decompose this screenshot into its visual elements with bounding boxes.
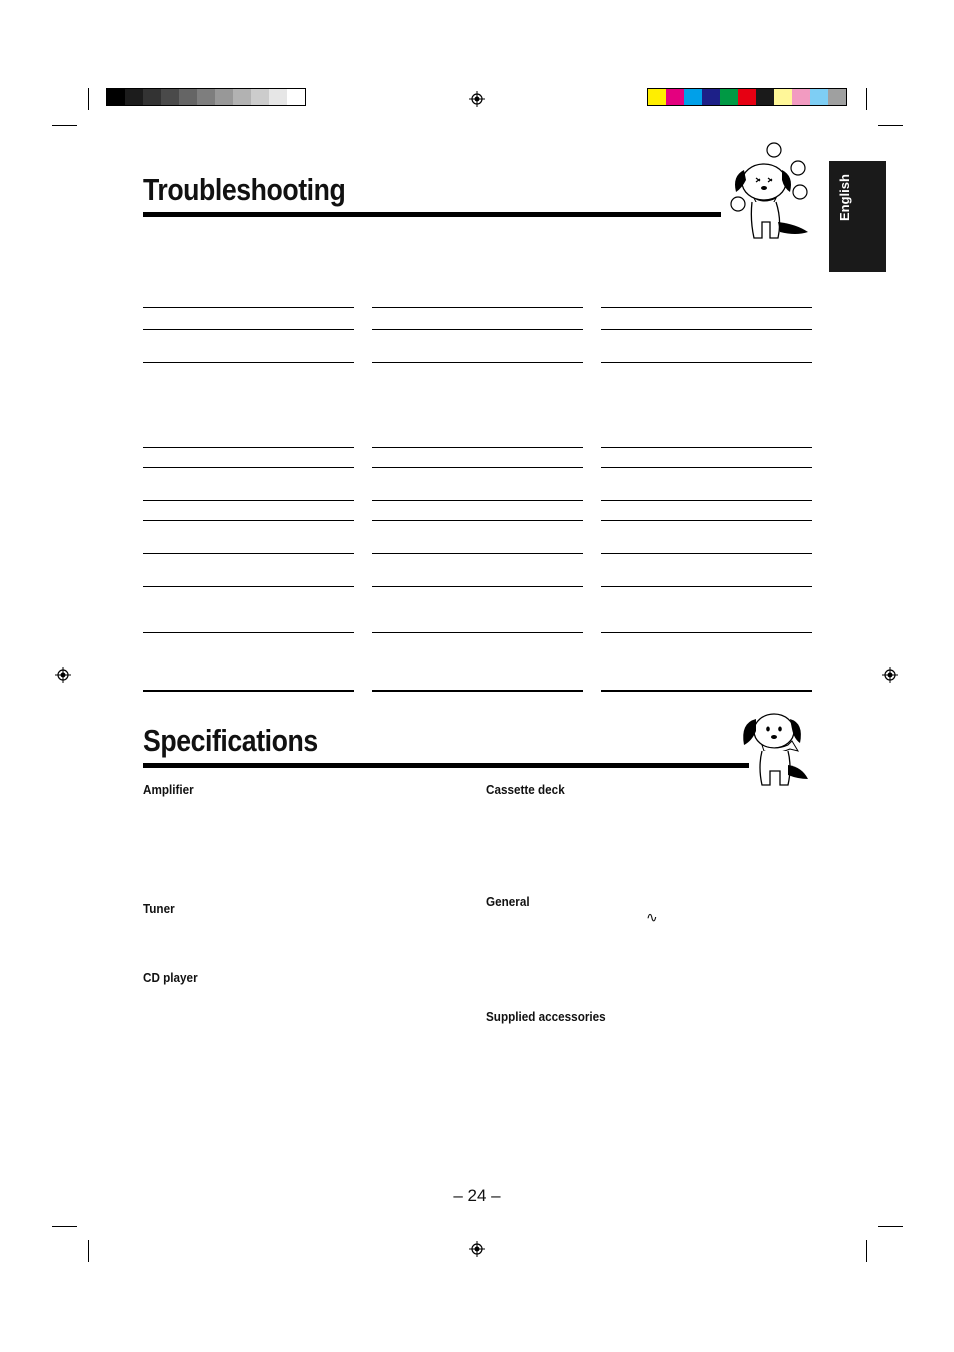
spec-heading-supplied-accessories: Supplied accessories (486, 1009, 606, 1024)
calibration-swatch (197, 89, 215, 105)
crop-mark (88, 88, 89, 110)
calibration-swatch (702, 89, 720, 105)
table-rule (601, 467, 812, 468)
table-rule (601, 690, 812, 692)
calibration-swatch (648, 89, 666, 105)
calibration-swatch (251, 89, 269, 105)
registration-mark-icon (469, 1241, 485, 1257)
table-rule (372, 307, 583, 308)
table-rule (601, 553, 812, 554)
table-rule (372, 500, 583, 501)
table-rule (143, 307, 354, 308)
table-rule (372, 553, 583, 554)
table-rule (143, 520, 354, 521)
table-rule (601, 586, 812, 587)
table-rule (143, 467, 354, 468)
crop-mark (878, 1226, 903, 1227)
ac-symbol: ∿ (646, 910, 658, 926)
calibration-swatch (107, 89, 125, 105)
table-rule (372, 447, 583, 448)
crop-mark (88, 1240, 89, 1262)
table-rule (372, 329, 583, 330)
troubleshooting-rule (143, 212, 721, 217)
page-number: – 24 – (453, 1186, 501, 1205)
table-rule (372, 690, 583, 692)
confused-dog-illustration (726, 140, 812, 242)
sitting-dog-illustration (738, 705, 814, 787)
spec-heading-cassette-deck: Cassette deck (486, 782, 565, 797)
calibration-swatch (215, 89, 233, 105)
crop-mark (52, 125, 77, 126)
registration-mark-icon (469, 91, 485, 107)
table-rule (601, 447, 812, 448)
specifications-rule (143, 763, 749, 768)
language-tab (829, 161, 886, 272)
calibration-swatch (233, 89, 251, 105)
calibration-swatch (125, 89, 143, 105)
spec-heading-amplifier: Amplifier (143, 782, 194, 797)
crop-mark (866, 1240, 867, 1262)
table-rule (143, 632, 354, 633)
table-rule (143, 329, 354, 330)
grayscale-calibration-bar (106, 88, 306, 106)
registration-mark-icon (55, 667, 71, 683)
calibration-swatch (287, 89, 305, 105)
color-calibration-bar (647, 88, 847, 106)
table-rule (143, 690, 354, 692)
crop-mark (52, 1226, 77, 1227)
specifications-title: Specifications (143, 723, 318, 758)
table-rule (143, 553, 354, 554)
table-rule (372, 586, 583, 587)
table-rule (601, 632, 812, 633)
table-rule (601, 307, 812, 308)
registration-mark-icon (882, 667, 898, 683)
table-rule (143, 500, 354, 501)
table-rule (372, 467, 583, 468)
calibration-swatch (810, 89, 828, 105)
table-rule (143, 362, 354, 363)
calibration-swatch (684, 89, 702, 105)
spec-heading-tuner: Tuner (143, 901, 175, 916)
calibration-swatch (738, 89, 756, 105)
calibration-swatch (720, 89, 738, 105)
table-rule (601, 520, 812, 521)
table-rule (372, 632, 583, 633)
spec-heading-cd-player: CD player (143, 970, 198, 985)
troubleshooting-title: Troubleshooting (143, 172, 346, 207)
spec-heading-general: General (486, 894, 530, 909)
table-rule (601, 500, 812, 501)
table-rule (601, 329, 812, 330)
calibration-swatch (666, 89, 684, 105)
calibration-swatch (774, 89, 792, 105)
table-rule (143, 447, 354, 448)
calibration-swatch (143, 89, 161, 105)
calibration-swatch (828, 89, 846, 105)
language-label: English (837, 174, 852, 221)
table-rule (601, 362, 812, 363)
calibration-swatch (161, 89, 179, 105)
crop-mark (878, 125, 903, 126)
crop-mark (866, 88, 867, 110)
calibration-swatch (756, 89, 774, 105)
table-rule (143, 586, 354, 587)
calibration-swatch (792, 89, 810, 105)
calibration-swatch (269, 89, 287, 105)
table-rule (372, 520, 583, 521)
calibration-swatch (179, 89, 197, 105)
table-rule (372, 362, 583, 363)
